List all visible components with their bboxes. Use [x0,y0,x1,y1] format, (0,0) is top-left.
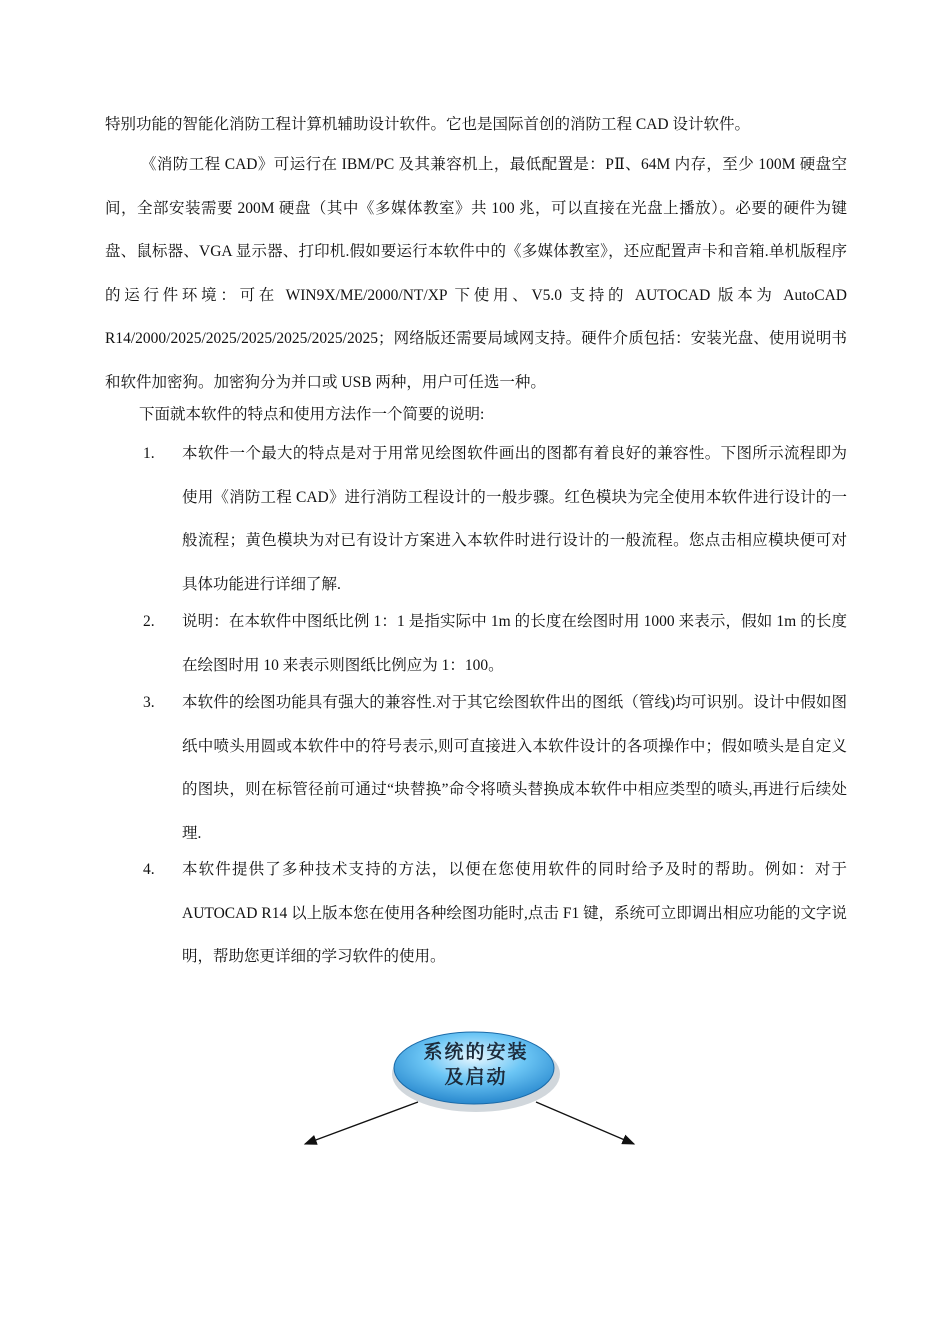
list-text: 本软件一个最大的特点是对于用常见绘图软件画出的图都有着良好的兼容性。下图所示流程即为使用《消防工程 CAD》进行消防工程设计的一般步骤。红色模块为完全使用本软件进行设计的一般流程；黄色模块为对已有设计方案进入本软件时进行设计的一般流程。您点击相应模块便可对具体功能进行详细了解. [182,445,847,593]
paragraph-requirements: 《消防工程 CAD》可运行在 IBM/PC 及其兼容机上，最低配置是：PⅡ、64M 内存，至少 100M 硬盘空间，全部安装需要 200M 硬盘（其中《多媒体教室》共 100 兆，可以直接在光盘上播放）。必要的硬件为键盘、鼠标器、VGA 显示器、打印机.假如要运行本软件中的《多媒体教室》，还应配置声卡和音箱.单机版程序的运行件环境：可在 WIN9X/ME/2000/NT/XP 下使用、V5.0 支持的 AUTOCAD 版本为 AutoCAD R14/2000/2025/2025/2025/2025/2025/2025；网络版还需要局域网支持。硬件介质包括：安装光盘、使用说明书和软件加密狗。加密狗分为并口或 USB 两种，用户可任选一种。 [105,156,847,391]
list-number: 3. [143,694,155,711]
list-item [105,600,847,687]
arrow-left [305,1102,418,1144]
list-item [105,681,847,855]
list-number: 4. [143,861,155,878]
list-item [105,848,847,979]
paragraph-intro-end: 特别功能的智能化消防工程计算机辅助设计软件。它也是国际首创的消防工程 CAD 设计软件。 [105,116,750,133]
flowchart [0,1010,950,1170]
list-number: 2. [143,613,155,630]
arrow-right [536,1102,634,1144]
install-start-node-label[interactable] [396,1040,556,1090]
node-label-line1: 系统的安装 [423,1041,529,1063]
node-label-line2: 及启动 [444,1066,508,1088]
list-item [105,432,847,606]
list-text: 说明：在本软件中图纸比例 1：1 是指实际中 1m 的长度在绘图时用 1000 来表示，假如 1m 的长度在绘图时用 10 来表示则图纸比例应为 1：100。 [182,613,847,674]
list-text: 本软件提供了多种技术支持的方法，以便在您使用软件的同时给予及时的帮助。例如：对于 AUTOCAD R14 以上版本您在使用各种绘图功能时,点击 F1 键，系统可立即调出相应功能的文字说明，帮助您更详细的学习软件的使用。 [182,861,847,965]
list-text: 本软件的绘图功能具有强大的兼容性.对于其它绘图软件出的图纸（管线)均可识别。设计中假如图纸中喷头用圆或本软件中的符号表示,则可直接进入本软件设计的各项操作中；假如喷头是自定义的图块，则在标管径前可通过“块替换”命令将喷头替换成本软件中相应类型的喷头,再进行后续处理. [182,694,847,842]
paragraph-overview: 下面就本软件的特点和使用方法作一个简要的说明: [139,406,485,423]
list-number: 1. [143,445,155,462]
